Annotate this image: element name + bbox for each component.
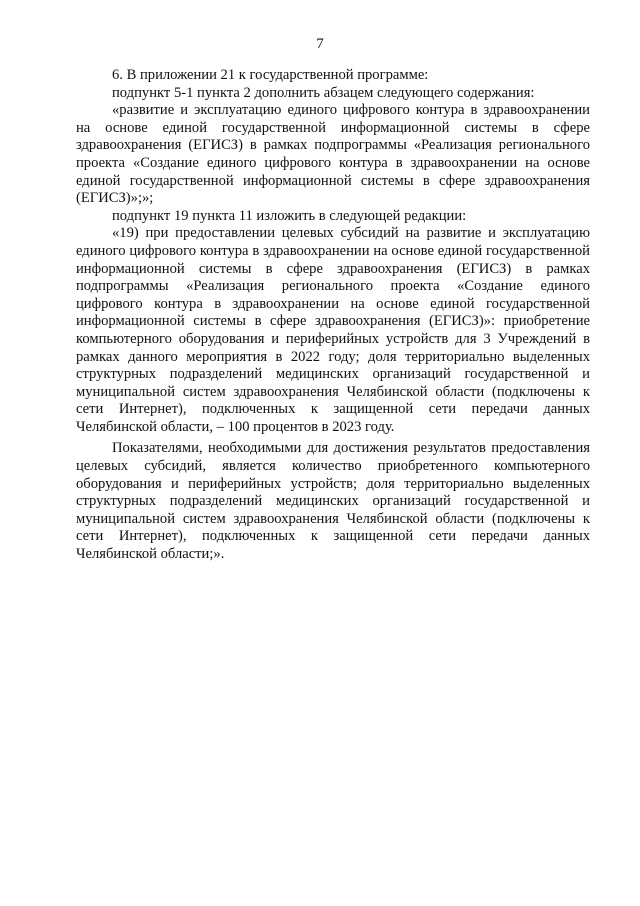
paragraph-item-6-intro: 6. В приложении 21 к государственной программе: <box>112 67 429 83</box>
page-number: 7 <box>316 36 324 52</box>
paragraph-new-wording-19: «19) при предоставлении целевых субсидий на развитие и эксплуатацию единого цифрового контура в здравоохранении на основе единой государственной информационной системы в сфере здравоохранения (ЕГИСЗ) в рамках подпрограммы «Реализация регионального проекта «Создание единого цифрового контура в здравоохранении на основе единой государственной информационной системы в сфере здравоохранения (ЕГИСЗ)»: приобретение компьютерного оборудования и периферийных устройств для 3 Учреждений в рамках данного мероприятия в 2022 году; доля территориально выделенных структурных подразделений медицинских организаций государственной и муниципальной систем здравоохранения Челябинской области (подключены к сети Интернет), подключенных к защищенной сети передачи данных Челябинской области, – 100 процентов в 2023 году. <box>76 225 590 435</box>
paragraph-quoted-addition: «развитие и эксплуатацию единого цифрового контура в здравоохранении на основе единой государственной информационной системы в сфере здравоохранения (ЕГИСЗ) в рамках подпрограммы «Реализация регионального проекта «Создание единого цифрового контура в здравоохранении на основе единой государственной информационной системы в сфере здравоохранения (ЕГИСЗ)»;»; <box>76 102 590 207</box>
paragraph-subitem-5-1: подпункт 5-1 пункта 2 дополнить абзацем следующего содержания: <box>112 84 535 101</box>
paragraph-indicators: Показателями, необходимыми для достижения результатов предоставления целевых субсидий, является количество приобретенного компьютерного оборудования и периферийных устройств; доля территориально выделенных структурных подразделений медицинских организаций государственной и муниципальной систем здравоохранения Челябинской области (подключены к сети Интернет), подключенных к защищенной сети передачи данных Челябинской области;». <box>76 440 590 563</box>
document-body <box>76 67 590 564</box>
paragraph-subitem-19: подпункт 19 пункта 11 изложить в следующей редакции: <box>112 207 467 224</box>
